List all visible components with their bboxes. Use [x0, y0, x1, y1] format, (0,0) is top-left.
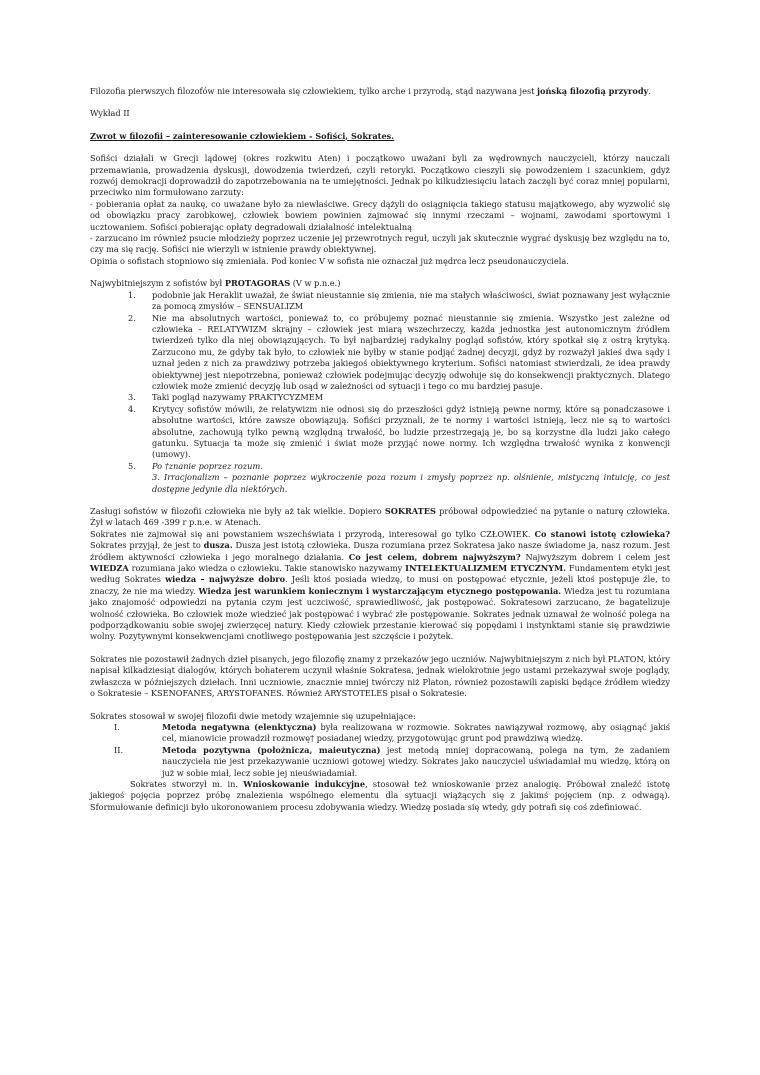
text-run: . Jeśli ktoś posiada wiedzę, to musi on postępować etycznie, jeżeli ktoś postępuje źle, to znaczy, że nie ma wiedzy.	[90, 574, 670, 596]
irrationalism-note: 3. Irracjonalizm – poznanie poprzez wykroczenie poza rozum i zmysły poprzez np. olśnienie, mistyczną intuicję, co jest dostępne jedynie dla niektórych.	[152, 472, 670, 494]
list-number: 4.	[128, 403, 136, 414]
text-run: rozumiana jako wiedza o człowieku. Takie stanowisko nazywamy	[131, 563, 403, 574]
methods-lead: Sokrates stosował w swojej filozofii dwie metody wzajemnie się uzupełniające:	[90, 710, 416, 721]
text-run: Zasługi sofistów w filozofii człowieka nie były aż tak wielkie. Dopiero	[90, 506, 382, 516]
list-item	[90, 722, 670, 745]
socrates-paragraph-1	[90, 506, 670, 529]
bold-run: INTELEKTUALIZMEM ETYCZNYM.	[405, 563, 567, 574]
bold-run: dusza.	[203, 540, 233, 551]
text-run: Sokrates stworzył m. in.	[130, 778, 239, 789]
socrates-paragraph-4	[90, 779, 670, 813]
sophists-paragraph-3: - zarzucano im również psucie młodzieży poprzez uczenie jej przewrotnych reguł, uczyli jak skutecznie wygrać dyskusję bez względu na to, czy ma się rację. Sofiści nie wierzyli w istnienie prawdy obiektywnej.	[90, 233, 670, 255]
text-run: Sokrates nie zajmował się ani powstaniem wszechświata i przyrodą, interesował go tylko CZŁOWIEK.	[90, 528, 531, 539]
intro-end: .	[648, 86, 651, 96]
text-run: Najwyższym dobrem i celem jest	[525, 551, 671, 562]
list-text	[162, 722, 670, 745]
sophists-paragraph-2: - pobierania opłat za naukę, co uważane było za niewłaściwe. Grecy dążyli do osiągnięcia takiego statusu majątkowego, aby wyzwolić się od obowiązku pracy zarobkowej, człowiek bowiem powinien zajmować się innymi rzeczami – wojnami, zawodami sportowymi i ucztowaniem. Sofiści pobierając opłaty degradowali działalność intelektualną	[90, 198, 670, 232]
list-item	[90, 461, 670, 472]
list-item	[90, 392, 670, 403]
list-item	[90, 745, 670, 779]
list-number: 5.	[128, 460, 136, 471]
bold-run: Wnioskowanie indukcyjne	[243, 778, 366, 789]
list-item	[90, 313, 670, 393]
bold-run: Wiedza jest warunkiem koniecznym i wystarczającym etycznego postępowania.	[198, 585, 562, 596]
intro-text: Filozofia pierwszych filozofów nie interesowała się człowiekiem, tylko arche i przyrodą, stąd nazywana jest	[90, 86, 535, 96]
list-number: II.	[114, 744, 124, 755]
text-run: Sokrates przyjął, że jest to	[90, 540, 201, 551]
intro-bold: jońską filozofią przyrody	[537, 86, 649, 96]
protagoras-name: PROTAGORAS	[224, 278, 291, 289]
intro-paragraph	[90, 86, 670, 97]
socrates-paragraph-3: Sokrates nie pozostawił żadnych dzieł pisanych, jego filozofię znamy z przekazów jego uczniów. Najwybitniejszym z nich był PLATON, który napisał kilkadziesiąt dialogów, których bohaterem uczynił właśnie Sokratesa, jednak wielokrotnie jego ustami przekazywał swoje poglądy, zwłaszcza w późniejszych dziełach. Inni uczniowie, znacznie mniej twórczy niż Platon, również pozostawili zapiski będące źródłem wiedzy o Sokratesie – KSENOFANES, ARYSTOFANES. Również ARYSTOTELES pisał o Sokratesie.	[90, 653, 671, 699]
list-text	[162, 745, 670, 779]
list-text: Po †znanie poprzez rozum.	[152, 460, 263, 471]
socrates-name: SOKRATES	[384, 506, 436, 516]
section-heading: Zwrot w filozofii – zainteresowanie człowiekiem - Sofiści, Sokrates.	[90, 130, 395, 141]
protagoras-lead	[90, 278, 670, 289]
bold-run: wiedza – najwyższe dobro	[165, 574, 286, 585]
socrates-paragraph-2	[90, 529, 670, 643]
protagoras-list	[90, 290, 670, 473]
list-item	[90, 404, 670, 461]
bold-run: WIEDZA	[90, 563, 129, 574]
text-run: , stosował też wnioskowanie przez analogię. Próbował znaleźć istotę jakiegoś pojęcia poprzez próbę znalezienia wspólnego elementu dla sytuacji wiążących się z jakimś pojęciem (np. z odwagą). Sformułowanie definicji było ukoronowaniem procesu zdobywania wiedzy. Wiedzę posiada się wtedy, gdy potrafi się coś zdefiniować.	[90, 778, 671, 812]
list-text: Taki pogląd nazywamy PRAKTYCYZMEM	[152, 392, 324, 403]
list-text: Krytycy sofistów mówili, że relatywizm nie odnosi się do przeszłości gdyż istnieją pewne normy, które są ponadczasowe i absolutne wartości, które zawsze obowiązują. Sofiści przyznali, że te normy i wartości istnieją, lecz nie są to wartości absolutne, zachowują tylko pewną względną trwałość, bo ludzie przestrzegają je, bo są korzystne dla ludzi jako całego gatunku. Sytuacja ta może się zmienić i świat może przyjąć nowe normy. Ich względna trwałość wynika z konwencji (umowy).	[152, 403, 670, 460]
text-run: Dusza jest istotą człowieka. Dusza rozumiana przez Sokratesa jako nasze świadome ja, nasz rozum. Jest źródłem aktywności człowieka i jego moralnego działania.	[90, 540, 670, 562]
list-text: podobnie jak Heraklit uważał, że świat nieustannie się zmienia, nie ma stałych właściwości, świat poznawany jest wyłącznie za pomocą zmysłów – SENSUALIZM	[152, 289, 670, 312]
document-body	[90, 86, 670, 813]
sophists-paragraph-1: Sofiści działali w Grecji lądowej (okres rozkwitu Aten) i początkowo uważani byli za wędrownych nauczycieli, którzy nauczali przemawiania, prowadzenia dyskusji, dowodzenia twierdzeń, czyli retoryki. Początkowo cieszyli się powodzeniem i szacunkiem, gdyż rozwój demokracji doprowadził do zapotrzebowania na te umiejętności. Jednak po kilkudziesięciu latach zaczęli być coraz mniej popularni, przeciwko nim formułowano zarzuty:	[90, 153, 670, 198]
method-name: Metoda pozytywna (położnicza, maieutyczna)	[162, 744, 381, 755]
list-number: 1.	[128, 289, 136, 300]
protagoras-tail: (V w p.n.e.)	[292, 278, 341, 289]
list-item	[90, 290, 670, 313]
bold-run: Co jest celem, dobrem najwyższym?	[348, 551, 521, 562]
protagoras-lead-text: Najwybitniejszym z sofistów był	[90, 278, 223, 289]
method-text: była realizowana w rozmowie. Sokrates nawiązywał rozmowę, aby osiągnąć jakiś cel, mianowicie prowadził rozmowę† posiadanej wiedzy, przygotowując grunt pod prawdziwą wiedzę.	[162, 721, 670, 744]
list-number: I.	[114, 721, 120, 732]
text-run: Wiedza jest tu rozumiana jako znajomość odpowiedzi na pytania czym jest uczciwość, sprawiedliwość, jak postępować. Sokratesowi zarzucano, że bagatelizuje wolność człowieka. Bo człowiek może wiedzieć jak postępować i wybrać złe postępowanie. Sokrates jednak uznawał że wolność polega na podporządkowaniu sobie swojej zwierzęcej natury. Kiedy człowiek przestanie kierować się popędami i instynktami stanie się prawdziwie wolny. Pozytywnymi konsekwencjami cnotliwego postępowania jest szczęście i pożytek.	[90, 585, 670, 642]
text-run: Fundamentem etyki jest według Sokrates	[90, 563, 670, 585]
methods-list	[90, 722, 670, 779]
method-text: jest metodą mniej dopracowaną, polega na tym, że zadaniem nauczyciela nie jest przekazywanie uczniowi gotowej wiedzy. Sokrates jako nauczyciel uświadamiał mu wiedzę, którą on już w sobie miał, lecz sobie jej nieuświadamiał.	[162, 744, 670, 778]
list-number: 3.	[128, 392, 136, 403]
lecture-label: Wykład II	[90, 108, 130, 119]
method-name: Metoda negatywna (elenktyczna)	[162, 721, 317, 732]
list-text: Nie ma absolutnych wartości, ponieważ to, co próbujemy poznać nieustannie się zmienia. Wszystko jest zależne od człowieka – RELATYWIZM skrajny – człowiek jest miarą wszechrzeczy, każda jednostka jest autonomicznym źródłem twierdzeń tylko dla niej obowiązujących. To był najbardziej radykalny pogląd sofistów, który spotkał się z ostrą krytyką. Zarzucono mu, że gdyby tak było, to człowiek nie byłby w stanie podjąć żadnej decyzji, gdyż by rozważył jakieś dwa sądy i uznał jeden z nich za prawdziwy potrzeba jakiegoś obiektywnego kryterium. Sofiści natomiast stwierdzali, że idea prawdy obiektywnej jest niepotrzebna, ponieważ człowiek podejmując decyzję odwołuje się do konsekwencji praktycznych. Dlatego człowiek może zmienić decyzję lub osąd w zależności od sytuacji i tego co mu bardziej pasuje.	[152, 312, 670, 391]
text-run: próbował odpowiedzieć na pytanie o naturę człowieka. Żył w latach 469 -399 r p.n.e. w Atenach.	[90, 506, 670, 528]
sophists-paragraph-4: Opinia o sofistach stopniowo się zmieniała. Pod koniec V w sofista nie oznaczał już mędrca lecz pseudonauczyciela.	[90, 255, 569, 266]
list-number: 2.	[128, 312, 136, 323]
bold-run: Co stanowi istotę człowieka?	[534, 528, 670, 539]
